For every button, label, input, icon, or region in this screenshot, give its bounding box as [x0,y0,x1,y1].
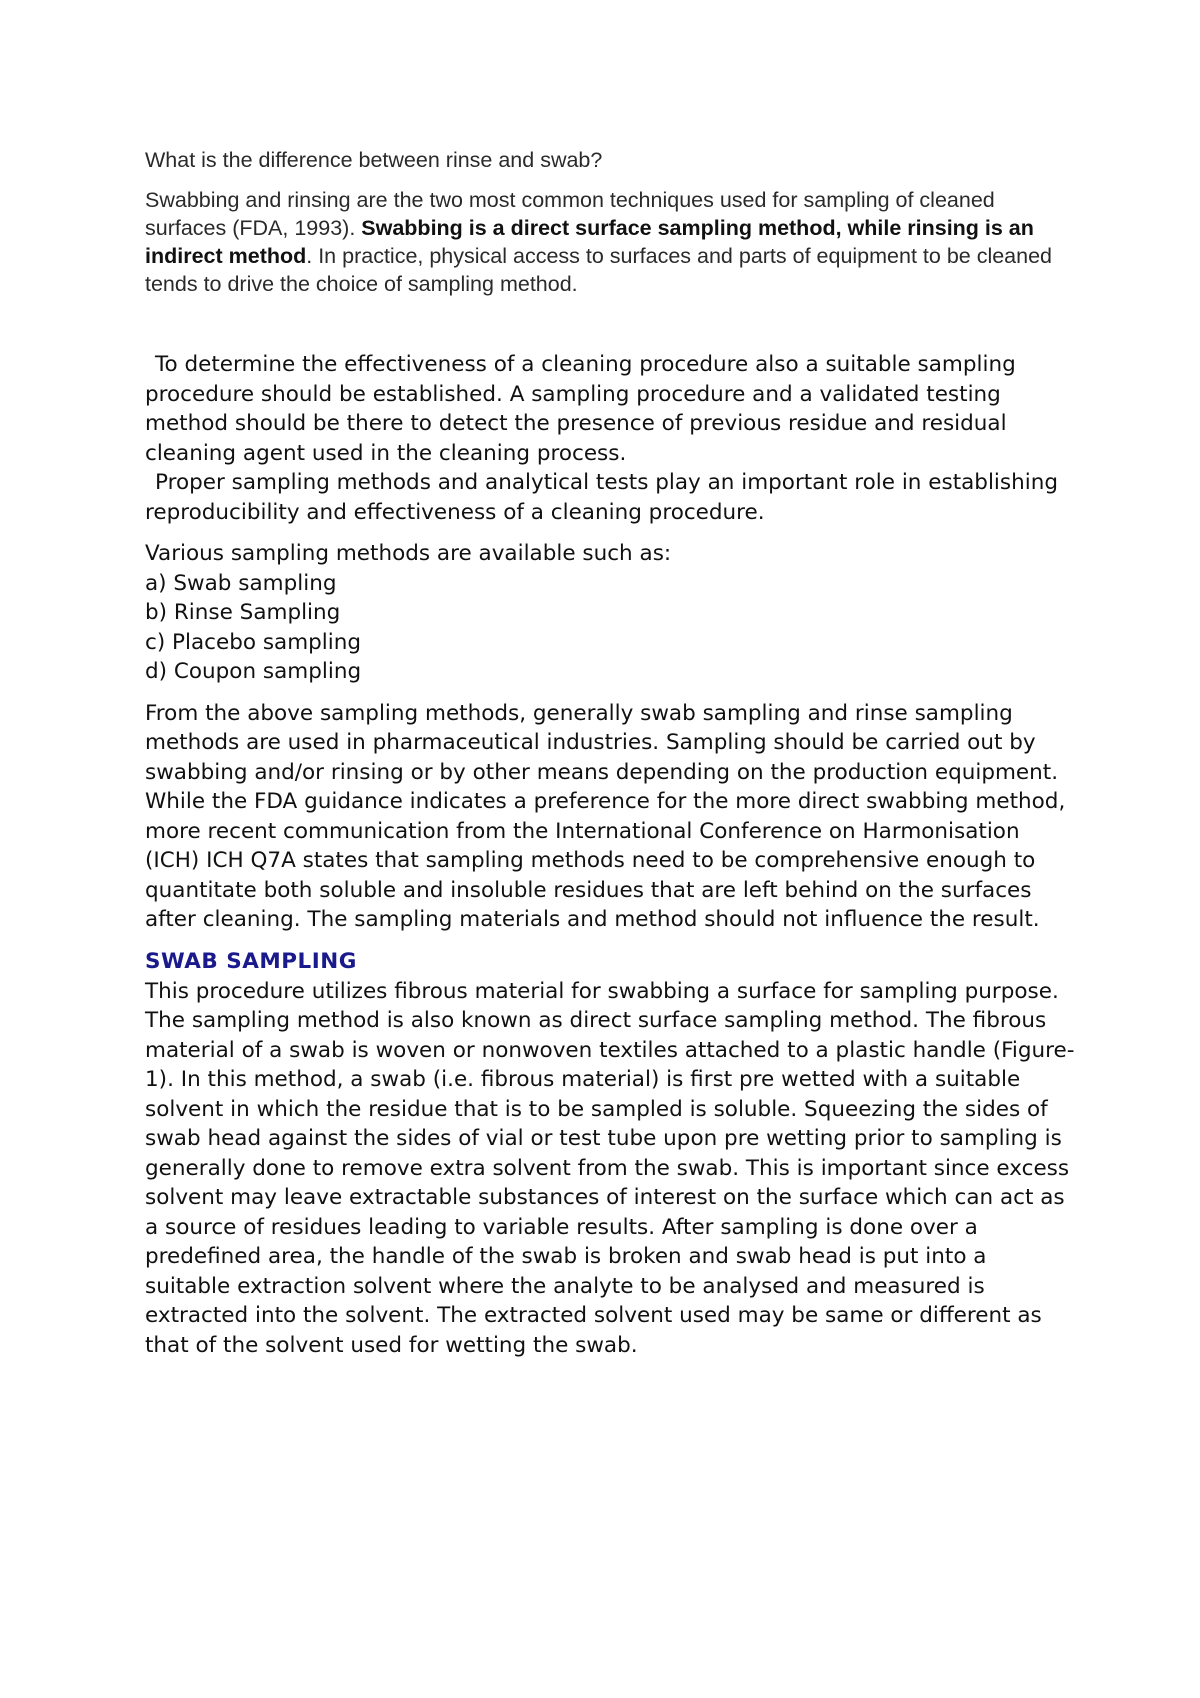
intro-text-part2: . In practice, physical access to surfaces and parts of equipment to be cleaned tends to drive the choice of sampling method. [145,244,1053,296]
document-content [145,146,1075,1360]
methods-list [145,539,1075,687]
from-above-paragraph: From the above sampling methods, generally swab sampling and rinse sampling methods are used in pharmaceutical industries. Sampling should be carried out by swabbing and/or rinsing or by other means depending on the production equipment. While the FDA guidance indicates a preference for the more direct swabbing method, more recent communication from the International Conference on Harmonisation (ICH) ICH Q7A states that sampling methods need to be comprehensive enough to quantitate both soluble and insoluble residues that are left behind on the surfaces after cleaning. The sampling materials and method should not influence the result. [145,700,1066,932]
effectiveness-text-1: To determine the effectiveness of a cleaning procedure also a suitable sampling procedure should be established. A sampling procedure and a validated testing method should be there to detect the presence of previous residue and residual cleaning agent used in the cleaning process. [145,352,1016,466]
list-item: d) Coupon sampling [145,659,362,684]
methods-lead: Various sampling methods are available such as: [145,541,672,566]
intro-paragraph [145,186,1075,298]
intro-text-part1: Swabbing and rinsing are the two most common techniques used for sampling of cleaned surfaces (FDA, 1993). [145,188,995,240]
list-item: a) Swab sampling [145,570,337,596]
list-item: c) Placebo sampling [145,629,362,655]
swab-sampling-paragraph: This procedure utilizes fibrous material for swabbing a surface for sampling purpose. The sampling method is also known as direct surface sampling method. The fibrous material of a swab is woven or nonwoven textiles attached to a plastic handle (Figure-1). In this method, a swab (i.e. fibrous material) is first pre wetted with a suitable solvent in which the residue that is to be sampled is soluble. Squeezing the sides of swab head against the sides of vial or test tube upon pre wetting prior to sampling is generally done to remove extra solvent from the swab. This is important since excess solvent may leave extractable substances of interest on the surface which can act as a source of residues leading to variable results. After sampling is done over a predefined area, the handle of the swab is broken and swab head is put into a suitable extraction solvent where the analyte to be analysed and measured is extracted into the solvent. The extracted solvent used may be same or different as that of the solvent used for wetting the swab. [145,978,1075,1358]
question-heading: What is the difference between rinse and swab? [145,148,603,172]
swab-sampling-heading: SWAB SAMPLING [145,948,357,974]
effectiveness-text-2: Proper sampling methods and analytical tests play an important role in establishing reproducibility and effectiveness of a cleaning procedure. [145,470,1058,525]
list-item: b) Rinse Sampling [145,600,341,625]
intro-bold-statement: Swabbing is a direct surface sampling method, while rinsing is an indirect method [145,216,1034,268]
effectiveness-paragraph [145,350,1075,527]
